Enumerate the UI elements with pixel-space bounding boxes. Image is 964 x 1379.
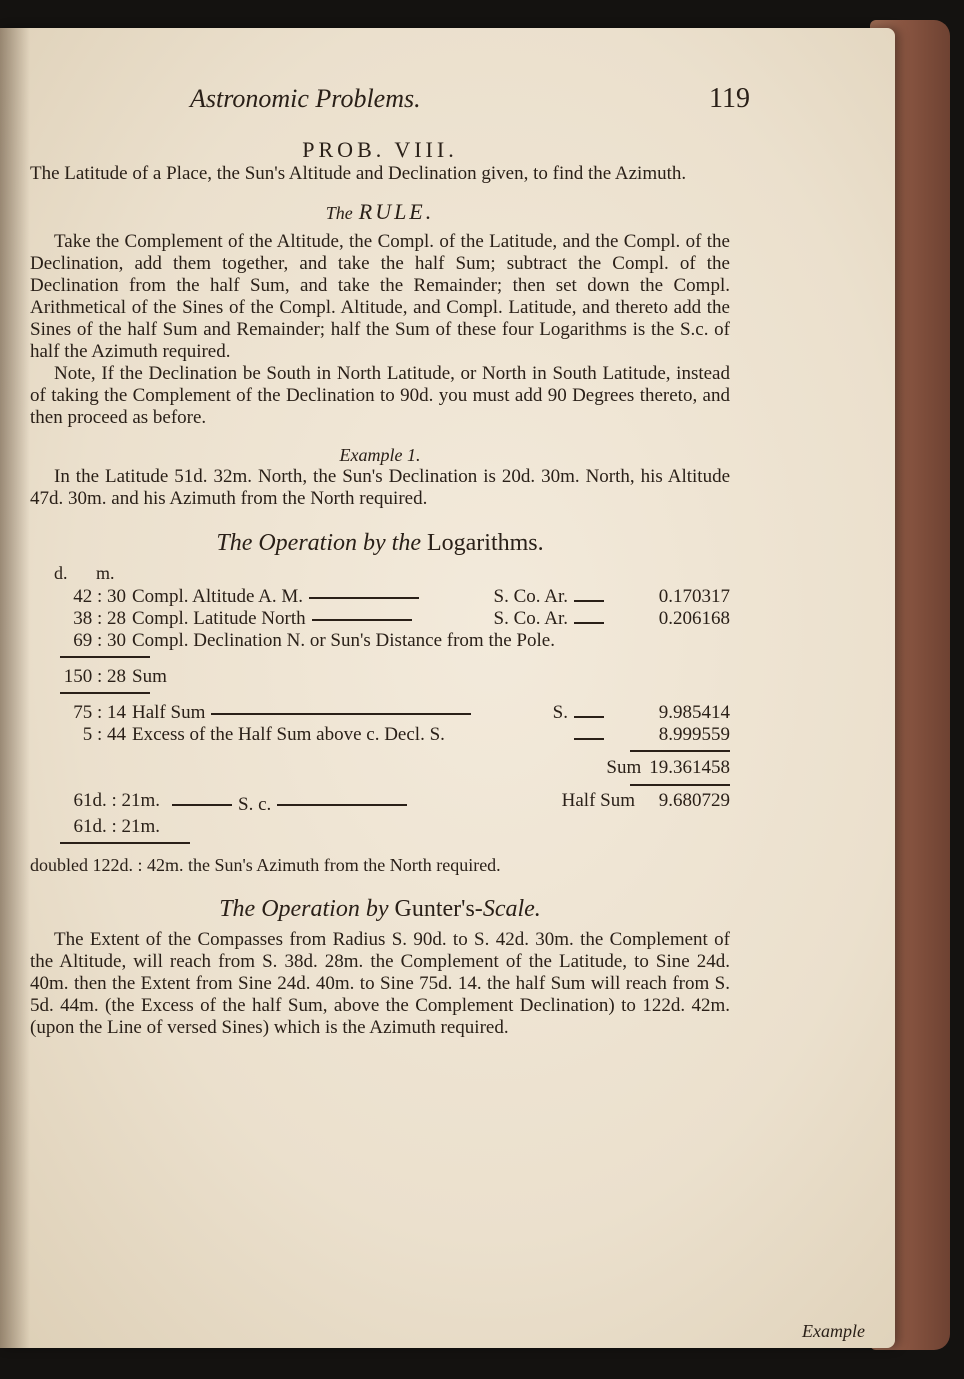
half-azimuth-label: Half Sum: [561, 790, 635, 811]
leader-dash: [574, 716, 604, 718]
sum-row-description: Sum: [132, 666, 167, 687]
log-row-angle: 38 : 28: [73, 608, 126, 629]
rule-heading: [30, 199, 730, 225]
rule-text: Take the Complement of the Altitude, the Compl. of the Latitude, and the Compl. of the Declination, add them together, and take the half Sum; subtract the Compl. of the Declination from the half Sum, and take the Remainder; then set down the Compl. Arithmetical of the Sines of the Compl. Altitude, and Compl. Latitude, and thereto add the Sines of the half Sum and Remainder; half the Sum of these four Logarithms is the S.c. of half the Azimuth required.: [30, 231, 730, 362]
gunter-heading-name: Gunter's-: [394, 896, 483, 922]
log-row: [30, 630, 730, 652]
gunter-heading-scale: Scale.: [482, 896, 541, 922]
doubled-azimuth: doubled 122d. : 42m. the Sun's Azimuth from the North required.: [30, 855, 501, 875]
minutes-column-label: m.: [96, 563, 115, 583]
running-head: [30, 83, 750, 115]
log-row-value: 0.170317: [658, 586, 730, 607]
half-azimuth-angle: 61d. : 21m.: [73, 790, 160, 811]
log-row: [30, 608, 730, 630]
rule-line: [60, 842, 190, 844]
logarithm-heading-suffix: Logarithms.: [426, 530, 544, 556]
page-gutter-shadow: [0, 28, 30, 1348]
rule-line: [60, 692, 150, 694]
gunter-operation-heading: [30, 896, 730, 923]
degrees-column-label: d.: [54, 563, 68, 583]
note-text: Note, If the Declination be South in North Latitude, or North in South Latitude, instead of taking the Complement of the Declination to 90d. you must add 90 Degrees thereto, and then proceed as before.: [30, 363, 730, 428]
leader-dash: [574, 600, 604, 602]
logarithm-heading-prefix: The Operation by the: [216, 530, 421, 556]
log-row-description: Compl. Declination N. or Sun's Distance from the Pole.: [132, 630, 555, 651]
example-text: In the Latitude 51d. 32m. North, the Sun's Declination is 20d. 30m. North, his Altitude 47d. 30m. and his Azimuth from the North required.: [30, 466, 730, 509]
total-sum-value: 19.361458: [649, 757, 730, 778]
page-content: [30, 83, 750, 1039]
rule-line: [630, 784, 730, 786]
sum-row-angle: 150 : 28: [63, 666, 126, 687]
half-azimuth-row: [30, 816, 730, 838]
running-title: Astronomic Problems.: [190, 84, 421, 113]
log-row-description: Compl. Latitude North: [132, 608, 494, 630]
rule-line: [60, 656, 150, 658]
rule-heading-lead: The: [325, 203, 353, 223]
problem-statement: The Latitude of a Place, the Sun's Altitude and Declination given, to find the Azimuth.: [30, 163, 687, 184]
page-number: 119: [709, 83, 750, 114]
catchword: Example: [802, 1321, 865, 1341]
half-azimuth-value: 9.680729: [658, 790, 730, 811]
log-row: [30, 586, 730, 608]
total-sum-label: Sum: [606, 757, 642, 778]
logarithm-operation-heading: [30, 530, 730, 557]
leader-dash: [574, 622, 604, 624]
half-azimuth-middle: S. c.: [166, 794, 562, 816]
half-sum-value: 9.985414: [658, 702, 730, 723]
rule-heading-main: RULE.: [358, 199, 435, 224]
half-sum-label: S.: [552, 702, 568, 723]
half-sum-angle: 75 : 14: [73, 702, 126, 723]
sum-row: [30, 666, 730, 688]
rule-line: [630, 750, 730, 752]
gunter-text: The Extent of the Compasses from Radius S. 90d. to S. 42d. 30m. the Complement of the Altitude, will reach from S. 38d. 28m. the Complement of the Latitude, to Sine 24d. 40m. then the Extent from Sine 24d. 40m. to Sine 75d. 14. the half Sum will reach from S. 5d. 44m. (the Excess of the half Sum, above the Complement Declination) to 122d. 42m. (upon the Line of versed Sines) which is the Azimuth required.: [30, 929, 730, 1038]
log-row-angle: 42 : 30: [73, 586, 126, 607]
gunter-heading-prefix: The Operation by: [219, 896, 389, 922]
excess-description: Excess of the Half Sum above c. Decl. S.: [132, 724, 445, 745]
excess-row: [30, 724, 730, 746]
leader-dash: [574, 738, 604, 740]
log-row-value: 0.206168: [658, 608, 730, 629]
half-azimuth-row: [30, 790, 730, 816]
book-page: [0, 28, 895, 1348]
log-row-description: Compl. Altitude A. M.: [132, 586, 494, 608]
log-row-label: S. Co. Ar.: [493, 608, 568, 629]
excess-angle: 5 : 44: [82, 724, 126, 745]
problem-heading: PROB. VIII.: [302, 137, 458, 162]
example-heading: Example 1.: [339, 445, 421, 465]
half-sum-description: Half Sum: [132, 702, 553, 724]
degree-minute-header: [54, 563, 730, 584]
excess-value: 8.999559: [658, 724, 730, 745]
log-row-label: S. Co. Ar.: [493, 586, 568, 607]
total-sum-row: [30, 756, 730, 780]
half-azimuth-angle: 61d. : 21m.: [73, 816, 160, 837]
half-sum-row: [30, 702, 730, 724]
log-row-angle: 69 : 30: [73, 630, 126, 651]
